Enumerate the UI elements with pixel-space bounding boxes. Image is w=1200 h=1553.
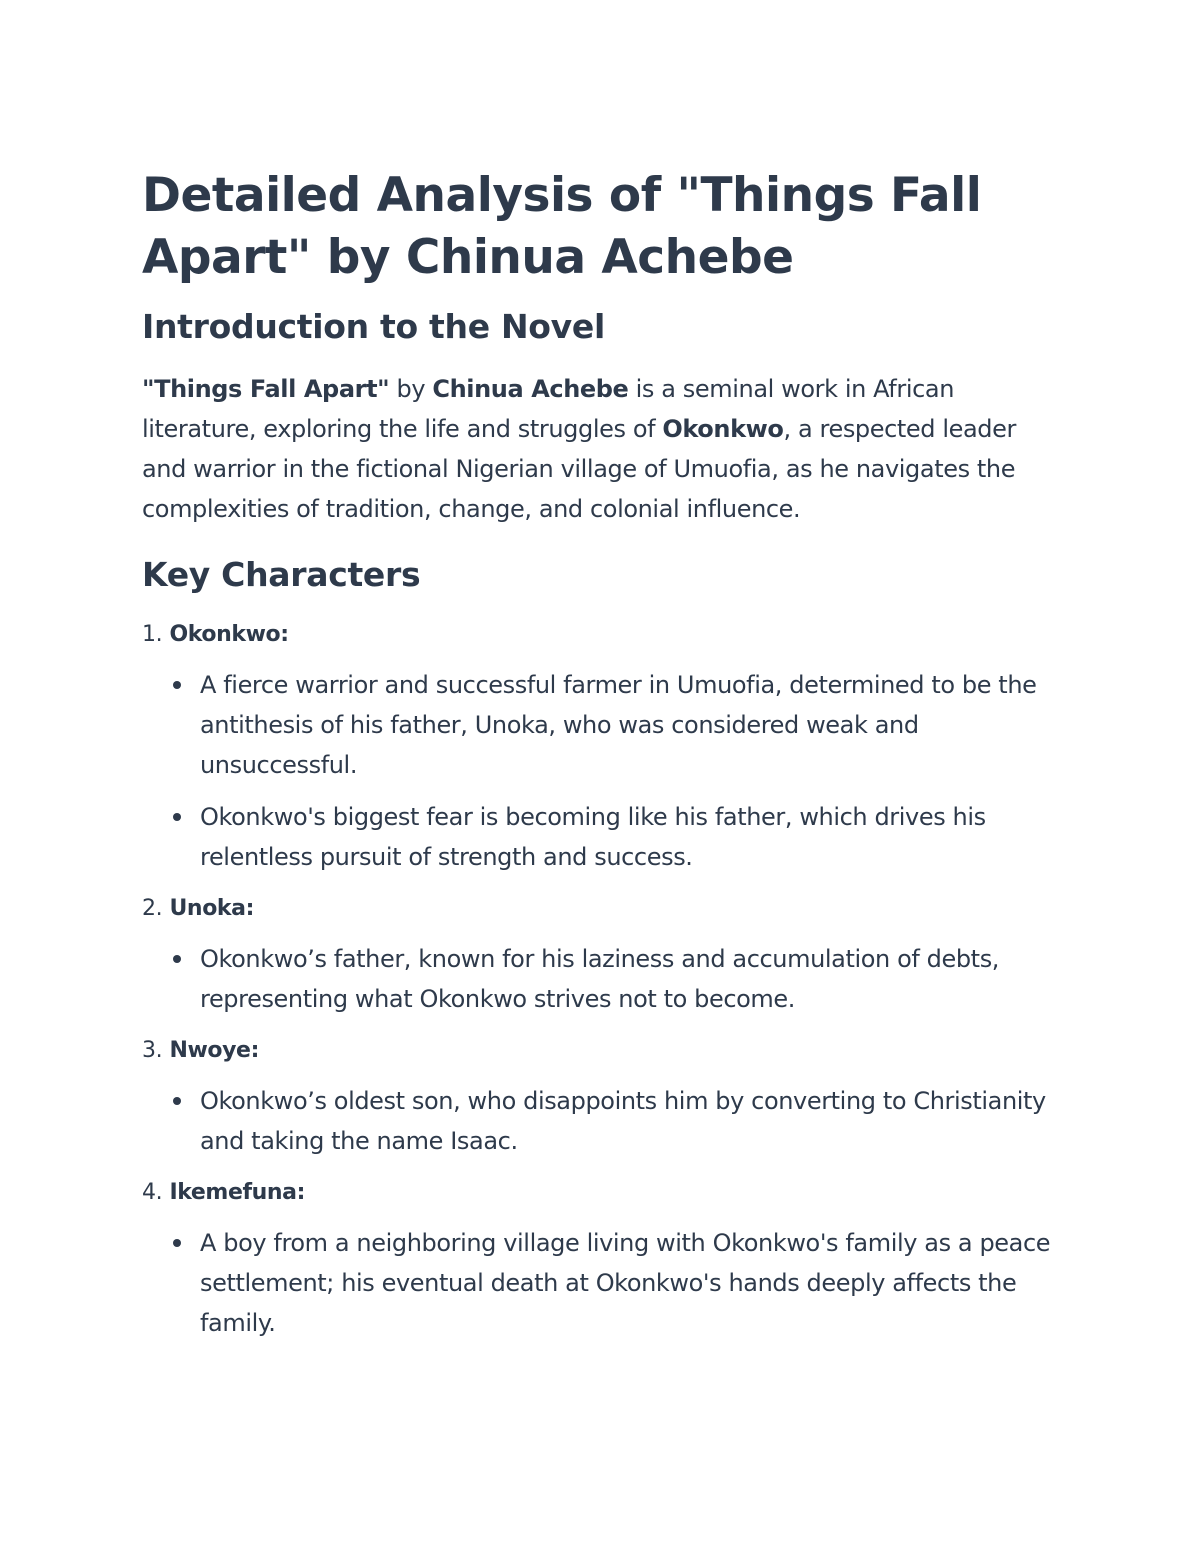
character-heading: [142, 1031, 1062, 1071]
character-bullets: [142, 939, 1062, 1019]
character-name: Ikemefuna:: [169, 1180, 305, 1205]
character-heading: [142, 615, 1062, 655]
list-number: 4.: [142, 1180, 163, 1205]
character-name: Okonkwo:: [169, 622, 289, 647]
bullet-icon: [173, 813, 181, 821]
list-item: [142, 665, 1062, 785]
protagonist-bold: Okonkwo: [662, 415, 784, 443]
list-item: [142, 1223, 1062, 1343]
bullet-text: Okonkwo’s father, known for his laziness and accumulation of debts, representing what Okonkwo strives not to become.: [200, 945, 1000, 1013]
bullet-icon: [173, 955, 181, 963]
intro-text-2: is a seminal work in African literature, exploring the life and struggles of: [142, 375, 955, 443]
list-number: 1.: [142, 622, 163, 647]
book-title-bold: "Things Fall Apart": [142, 375, 390, 403]
character-bullets: [142, 1223, 1062, 1343]
character-name: Nwoye:: [169, 1038, 259, 1063]
list-number: 3.: [142, 1038, 163, 1063]
document-page: [142, 165, 1062, 1355]
bullet-icon: [173, 681, 181, 689]
bullet-icon: [173, 1239, 181, 1247]
list-item: [142, 939, 1062, 1019]
character-item: [142, 1031, 1062, 1161]
character-item: [142, 889, 1062, 1019]
characters-heading: Key Characters: [142, 555, 421, 594]
bullet-text: A fierce warrior and successful farmer in Umuofia, determined to be the antithesis of his father, Unoka, who was considered weak and unsuccessful.: [200, 671, 1037, 779]
character-list: [142, 615, 1062, 1343]
intro-text-1: by: [389, 375, 433, 403]
character-heading: [142, 1173, 1062, 1213]
author-bold: Chinua Achebe: [432, 375, 629, 403]
intro-text-3: , a respected leader and warrior in the fictional Nigerian village of Umuofia, as he navigates the complexities of tradition, change, and colonial influence.: [142, 415, 1016, 523]
document-title: Detailed Analysis of "Things Fall Apart" by Chinua Achebe: [142, 168, 982, 285]
character-item: [142, 615, 1062, 877]
intro-heading: Introduction to the Novel: [142, 307, 605, 346]
character-item: [142, 1173, 1062, 1343]
character-bullets: [142, 1081, 1062, 1161]
list-item: [142, 797, 1062, 877]
character-heading: [142, 889, 1062, 929]
list-number: 2.: [142, 896, 163, 921]
character-bullets: [142, 665, 1062, 877]
intro-paragraph: [142, 369, 1062, 529]
bullet-icon: [173, 1097, 181, 1105]
character-name: Unoka:: [169, 896, 254, 921]
bullet-text: A boy from a neighboring village living with Okonkwo's family as a peace settlement; his eventual death at Okonkwo's hands deeply affects the family.: [200, 1229, 1051, 1337]
bullet-text: Okonkwo's biggest fear is becoming like his father, which drives his relentless pursuit of strength and success.: [200, 803, 986, 871]
bullet-text: Okonkwo’s oldest son, who disappoints him by converting to Christianity and taking the name Isaac.: [200, 1087, 1046, 1155]
list-item: [142, 1081, 1062, 1161]
